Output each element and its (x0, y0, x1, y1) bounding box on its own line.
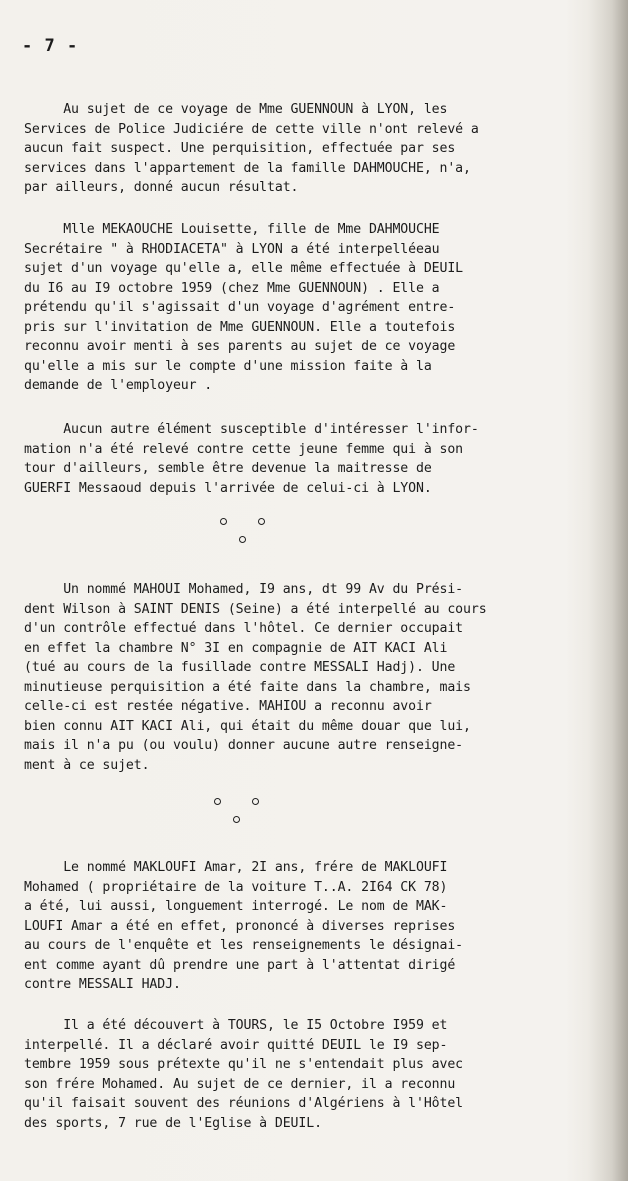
paragraph-mahoui (24, 580, 622, 775)
text-line: Au sujet de ce voyage de Mme GUENNOUN à LYON, les (24, 102, 448, 117)
text-line: son frére Mohamed. Au sujet de ce dernier, il a reconnu (24, 1076, 456, 1092)
separator-dot (239, 536, 246, 543)
text-line: services dans l'appartement de la famille DAHMOUCHE, n'a, (24, 160, 471, 176)
paragraph-aucun-autre-element (24, 420, 622, 498)
text-line: LOUFI Amar a été en effet, prononcé à diverses reprises (24, 918, 456, 934)
text-line: a été, lui aussi, longuement interrogé. Le nom de MAK- (24, 899, 448, 914)
section-separator (218, 516, 278, 546)
text-line: Mohamed ( propriétaire de la voiture T..A. 2I64 CK 78) (24, 879, 448, 895)
page-number: - 7 - (22, 36, 79, 56)
text-line: mation n'a été relevé contre cette jeune femme qui à son (24, 441, 464, 457)
paragraph-voyage-lyon (24, 100, 622, 198)
text-line: Secrétaire " à RHODIACETA" à LYON a été interpelléeau (24, 241, 440, 257)
text-line: ent comme ayant dû prendre une part à l'attentat dirigé (24, 957, 456, 973)
separator-dot (258, 518, 265, 525)
text-line: tour d'ailleurs, semble être devenue la maitresse de (24, 461, 432, 476)
text-line: aucun fait suspect. Une perquisition, effectuée par ses (24, 141, 456, 156)
text-line: celle-ci est restée négative. MAHIOU a reconnu avoir (24, 699, 432, 714)
text-line: interpellé. Il a déclaré avoir quitté DEUIL le I9 sep- (24, 1037, 448, 1053)
text-line: pris sur l'invitation de Mme GUENNOUN. Elle a toutefois (24, 319, 456, 335)
separator-dot (214, 798, 221, 805)
text-line: GUERFI Messaoud depuis l'arrivée de celui-ci à LYON. (24, 480, 432, 496)
text-line: Aucun autre élément susceptible d'intéresser l'infor- (24, 422, 479, 437)
text-line: Mlle MEKAOUCHE Louisette, fille de Mme DAHMOUCHE (24, 222, 440, 237)
text-line: des sports, 7 rue de l'Eglise à DEUIL. (24, 1115, 322, 1131)
text-line: d'un contrôle effectué dans l'hôtel. Ce dernier occupait (24, 621, 464, 636)
text-line: Il a été découvert à TOURS, le I5 Octobre I959 et (24, 1018, 448, 1033)
text-line: mais il n'a pu (ou voulu) donner aucune autre renseigne- (24, 738, 464, 753)
text-line: Le nommé MAKLOUFI Amar, 2I ans, frére de MAKLOUFI (24, 860, 448, 875)
text-line: dent Wilson à SAINT DENIS (Seine) a été interpellé au cours (24, 601, 487, 617)
separator-dot (220, 518, 227, 525)
text-line: Un nommé MAHOUI Mohamed, I9 ans, dt 99 Av du Prési- (24, 582, 464, 597)
text-line: minutieuse perquisition a été faite dans la chambre, mais (24, 679, 471, 695)
text-line: ment à ce sujet. (24, 757, 150, 773)
paragraph-makloufi (24, 858, 622, 995)
text-line: par ailleurs, donné aucun résultat. (24, 180, 299, 195)
text-line: qu'elle a mis sur le compte d'une mission faite à la (24, 358, 432, 374)
text-line: qu'il faisait souvent des réunions d'Algériens à l'Hôtel (24, 1096, 464, 1111)
text-line: du I6 au I9 octobre 1959 (chez Mme GUENNOUN) . Elle a (24, 280, 440, 296)
text-line: sujet d'un voyage qu'elle a, elle même effectuée à DEUIL (24, 261, 464, 276)
text-line: en effet la chambre N° 3I en compagnie de AIT KACI Ali (24, 640, 448, 656)
paragraph-tours (24, 1016, 622, 1133)
separator-dot (252, 798, 259, 805)
text-line: reconnu avoir menti à ses parents au sujet de ce voyage (24, 339, 456, 354)
section-separator (212, 796, 272, 826)
text-line: (tué au cours de la fusillade contre MESSALI Hadj). Une (24, 660, 456, 675)
text-line: tembre 1959 sous prétexte qu'il ne s'entendait plus avec (24, 1057, 464, 1072)
text-line: Services de Police Judiciére de cette ville n'ont relevé a (24, 121, 479, 137)
paragraph-mekaouche (24, 220, 622, 396)
text-line: prétendu qu'il s'agissait d'un voyage d'agrément entre- (24, 300, 456, 315)
separator-dot (233, 816, 240, 823)
text-line: contre MESSALI HADJ. (24, 977, 181, 992)
text-line: demande de l'employeur . (24, 378, 213, 393)
text-line: bien connu AIT KACI Ali, qui était du même douar que lui, (24, 718, 471, 734)
text-line: au cours de l'enquête et les renseignements le désignai- (24, 938, 464, 953)
